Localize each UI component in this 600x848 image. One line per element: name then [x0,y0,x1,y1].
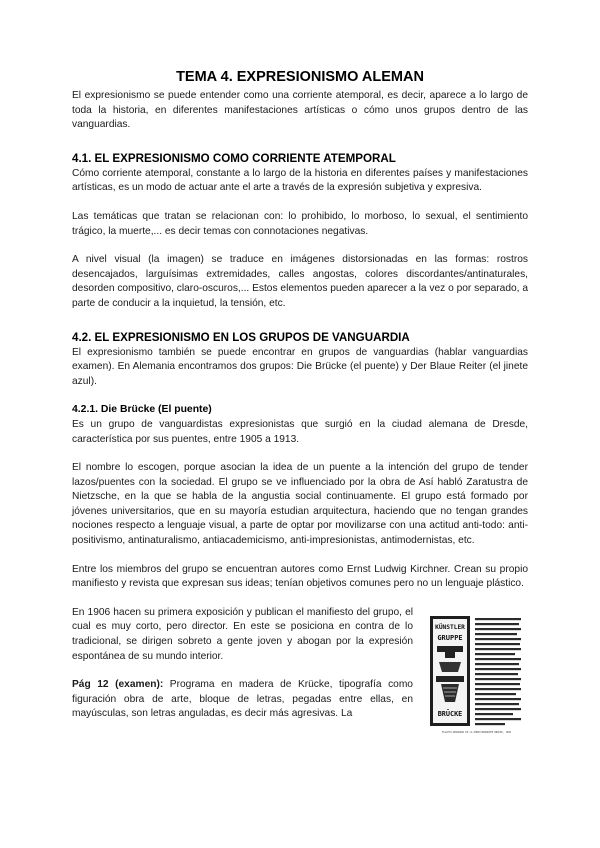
subsection-paragraph-3: Entre los miembros del grupo se encuentran autores como Ernst Ludwig Kirchner. Crean su propio manifiesto y revista que expresan sus ideas; tenían objetivos comunes pero no un lenguaje plástico. [72,563,528,590]
section-heading-4-1: 4.1. EL EXPRESIONISMO COMO CORRIENTE ATEMPORAL [72,151,396,165]
subsection-heading-4-2-1: 4.2.1. Die Brücke (El puente) [72,404,212,416]
section-4-1-paragraph-3: A nivel visual (la imagen) se traduce en imágenes distorsionadas en las formas: rostros desencajados, larguísimas extremidades, calles angostas, colores discordantes/antinaturales, desorden compositivo, claro-oscuros,... Estos elementos pueden aparecer a la vez o por separado, a parte de conducir a la inquietud, la tensión, etc. [72,254,528,309]
poster-title-line-3: BRÜCKE [437,709,463,718]
poster-title-line-2: GRUPPE [437,633,463,642]
section-heading-4-2: 4.2. EL EXPRESIONISMO EN LOS GRUPOS DE VANGUARDIA [72,330,410,344]
figure-paragraph-block [72,606,528,734]
section-4-2-paragraph: El expresionismo también se puede encontrar en grupos de vanguardias (hablar vanguardias examen). En Alemania encontramos dos grupos: Die Brücke (el puente) y Der Blaue Reiter (el jinete azul). [72,346,528,387]
section-4-1-paragraph-1: Cómo corriente atemporal, constante a lo largo de la historia en diferentes países y manifestaciones artísticas, es un modo de actuar ante el arte a través de la expresión subjetiva y expresiva. [72,167,528,194]
section-4-1-paragraph-2: Las temáticas que tratan se relacionan con: lo prohibido, lo morboso, lo sexual, el sentimiento trágico, la muerte,... es decir temas con connotaciones negativas. [72,210,528,237]
poster-caption: FOLLETO-PROGRAMA DE LA KÜNSTLERGRUPPE BRÜCKE, 1906 [441,730,512,734]
page-title: TEMA 4. EXPRESIONISMO ALEMAN [176,69,424,85]
subsection-paragraph-2: El nombre lo escogen, porque asocian la idea de un puente a la intención del grupo de tender lazos/puentes con la sociedad. El grupo se ve influenciado por la obra de Así habló Zaratustra de Nietzsche, en la que se habla de la angustia social continuamente. El grupo está formado por jóvenes universitarios, que en su mayoría estudian arquitectura, haciendo que no tengan grandes nociones respecto a lenguaje visual, a parte de optar por movilizarse con una actitud anti-todo: anti-positivismo, antinaturalismo, antiacademicismo, anti-impresionistas, antimodernistas, etc. [72,462,528,547]
intro-paragraph: El expresionismo se puede entender como una corriente atemporal, es decir, aparece a lo largo de toda la historia, en diferentes manifestaciones artísticas o cómo unos grupos dentro de las vanguardias. [72,90,528,131]
poster-title-line-1: KÜNSTLER [435,623,465,631]
subsection-paragraph-4: En 1906 hacen su primera exposición y publican el manifiesto del grupo, el cual es muy corto, pero director. En este se posiciona en contra de lo tradicional, se dirigen sobreto a gente joven y abogan por la expresión espontánea de su mundo interior. [72,606,413,662]
exam-text: Programa en madera de Krücke, tipografía como figuración obra de arte, bloque de letras, pegadas entre ellas, en mayúsculas, son letras anguladas, es decir más agresivas. La [72,679,413,720]
bruecke-poster-figure [425,612,528,738]
subsection-paragraph-1: Es un grupo de vanguardistas expresionistas que surgió en la ciudad alemana de Dresde, característica por sus puentes, entre 1905 a 1913. [72,418,528,445]
exam-label: Pág 12 (examen): [72,679,164,691]
document-page [72,68,528,742]
bruecke-poster-image [425,612,528,738]
